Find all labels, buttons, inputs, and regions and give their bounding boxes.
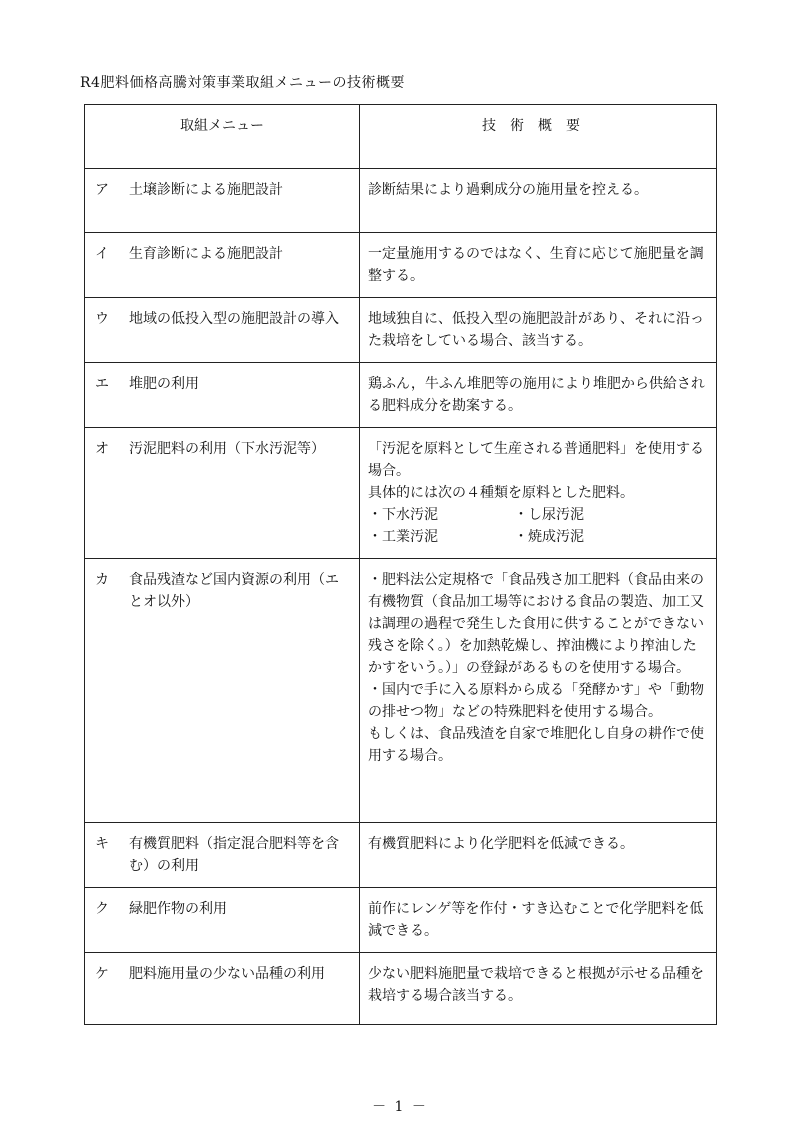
item-letter: ア — [95, 182, 109, 198]
menu-text: 汚泥肥料の利用（下水汚泥等） — [129, 441, 325, 457]
menu-text: 堆肥の利用 — [129, 376, 199, 392]
table-row — [85, 953, 717, 1025]
menu-cell — [85, 169, 360, 233]
item-letter: キ — [95, 836, 109, 852]
item-letter: エ — [95, 376, 109, 392]
desc-cell — [360, 233, 717, 298]
table-row — [85, 428, 717, 559]
menu-cell — [85, 298, 360, 363]
table-header-row — [85, 105, 717, 169]
bullet-item: ・下水汚泥 — [368, 507, 438, 523]
desc-text: 一定量施用するのではなく、生育に応じて施肥量を調整する。 — [368, 246, 704, 284]
desc-text: 「汚泥を原料として生産される普通肥料」を使用する場合。 — [368, 441, 704, 479]
table-row — [85, 823, 717, 888]
item-letter: ケ — [95, 966, 109, 982]
desc-cell — [360, 298, 717, 363]
table-row — [85, 888, 717, 953]
menu-text: 土壌診断による施肥設計 — [129, 182, 283, 198]
desc-text: 鶏ふん，牛ふん堆肥等の施用により堆肥から供給される肥料成分を勘案する。 — [368, 376, 705, 414]
menu-cell — [85, 953, 360, 1025]
item-letter: ク — [95, 901, 109, 917]
desc-text: 具体的には次の４種類を原料とした肥料。 — [368, 485, 634, 501]
bullet-list — [368, 504, 708, 548]
table-row — [85, 363, 717, 428]
desc-cell — [360, 363, 717, 428]
desc-cell — [360, 169, 717, 233]
desc-cell — [360, 953, 717, 1025]
menu-text: 地域の低投入型の施肥設計の導入 — [129, 311, 339, 327]
desc-text: ・国内で手に入る原料から成る「発酵かす」や「動物の排せつ物」などの特殊肥料を使用する場合。 — [368, 682, 704, 720]
desc-text: 地域独自に、低投入型の施肥設計があり、それに沿った栽培をしている場合、該当する。 — [368, 311, 704, 349]
desc-cell — [360, 888, 717, 953]
table-row — [85, 169, 717, 233]
page-number: － 1 － — [372, 1099, 428, 1115]
menu-cell — [85, 823, 360, 888]
menu-text: 有機質肥料（指定混合肥料等を含む）の利用 — [129, 836, 339, 874]
desc-text: 前作にレンゲ等を作付・すき込むことで化学肥料を低減できる。 — [368, 901, 704, 939]
menu-cell — [85, 888, 360, 953]
bullet-item: ・工業汚泥 — [368, 529, 438, 545]
desc-text: ・肥料法公定規格で「食品残さ加工肥料（食品由来の有機物質（食品加工場等における食品の製造、加工又は調理の過程で発生した食用に供することができない残さを除く。）を加熱乾燥し、搾油機により搾油したかすをいう。）」の登録があるものを使用する場合。 — [368, 572, 704, 676]
bullet-item: ・し尿汚泥 — [514, 507, 584, 523]
menu-cell — [85, 428, 360, 559]
menu-text: 生育診断による施肥設計 — [129, 246, 283, 262]
item-letter: イ — [95, 246, 109, 262]
desc-text: 有機質肥料により化学肥料を低減できる。 — [368, 836, 634, 852]
desc-text: もしくは、食品残渣を自家で堆肥化し自身の耕作で使用する場合。 — [368, 726, 704, 764]
desc-cell — [360, 559, 717, 823]
menu-cell — [85, 233, 360, 298]
table-row — [85, 233, 717, 298]
menu-text: 緑肥作物の利用 — [129, 901, 227, 917]
header-menu: 取組メニュー — [85, 105, 360, 169]
bullet-item: ・焼成汚泥 — [514, 529, 584, 545]
header-overview: 技術概要 — [360, 105, 717, 169]
table-row — [85, 559, 717, 823]
menu-cell — [85, 363, 360, 428]
menu-text: 食品残渣など国内資源の利用（エとオ以外） — [129, 572, 339, 610]
item-letter: カ — [95, 572, 109, 588]
table-row — [85, 298, 717, 363]
item-letter: ウ — [95, 311, 109, 327]
item-letter: オ — [95, 441, 109, 457]
desc-cell — [360, 428, 717, 559]
desc-cell — [360, 823, 717, 888]
menu-cell — [85, 559, 360, 823]
document-title: R4肥料価格高騰対策事業取組メニューの技術概要 — [80, 75, 405, 91]
menu-text: 肥料施用量の少ない品種の利用 — [129, 966, 325, 982]
desc-text: 診断結果により過剰成分の施用量を控える。 — [368, 182, 648, 198]
desc-text: 少ない肥料施肥量で栽培できると根拠が示せる品種を栽培する場合該当する。 — [368, 966, 704, 1004]
technical-overview-table — [84, 104, 717, 1025]
